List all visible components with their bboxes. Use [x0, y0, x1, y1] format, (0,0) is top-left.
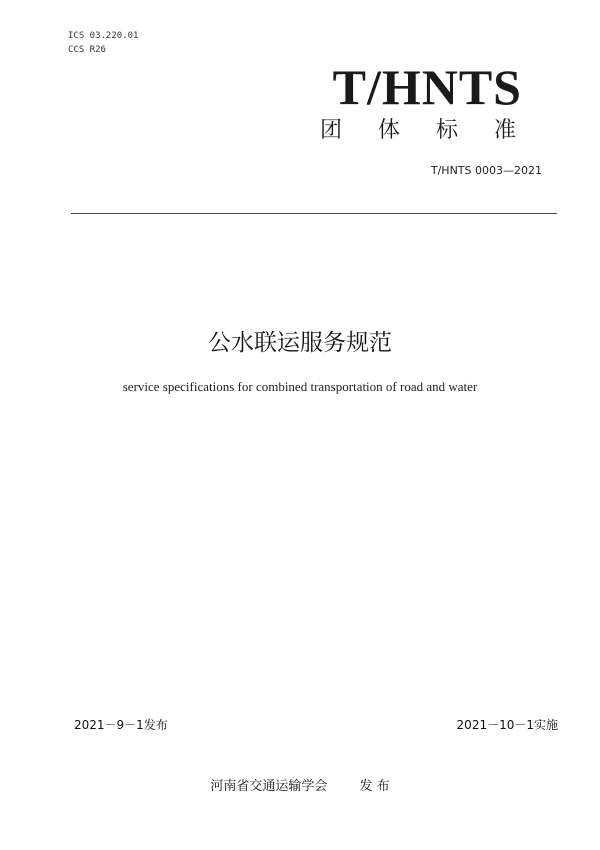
ccs-code: CCS R26	[68, 45, 106, 55]
document-title-chinese: 公水联运服务规范	[208, 330, 392, 356]
publisher-suffix: 发 布	[359, 779, 390, 794]
publish-date: 2021－9－1发布	[74, 718, 168, 732]
standard-type-label: 团体标准	[319, 118, 552, 143]
header-divider	[71, 213, 557, 214]
publisher-line	[0, 777, 600, 797]
implementation-date: 2021－10－1实施	[456, 718, 558, 732]
publisher-name: 河南省交通运输学会	[210, 779, 328, 794]
ics-code: ICS 03.220.01	[68, 31, 139, 41]
standard-brand-logo: T/HNTS	[332, 59, 522, 115]
classification-codes	[68, 29, 138, 57]
document-title-english: service specifications for combined transportation of road and water	[122, 379, 478, 394]
document-number: T/HNTS 0003—2021	[430, 164, 542, 177]
